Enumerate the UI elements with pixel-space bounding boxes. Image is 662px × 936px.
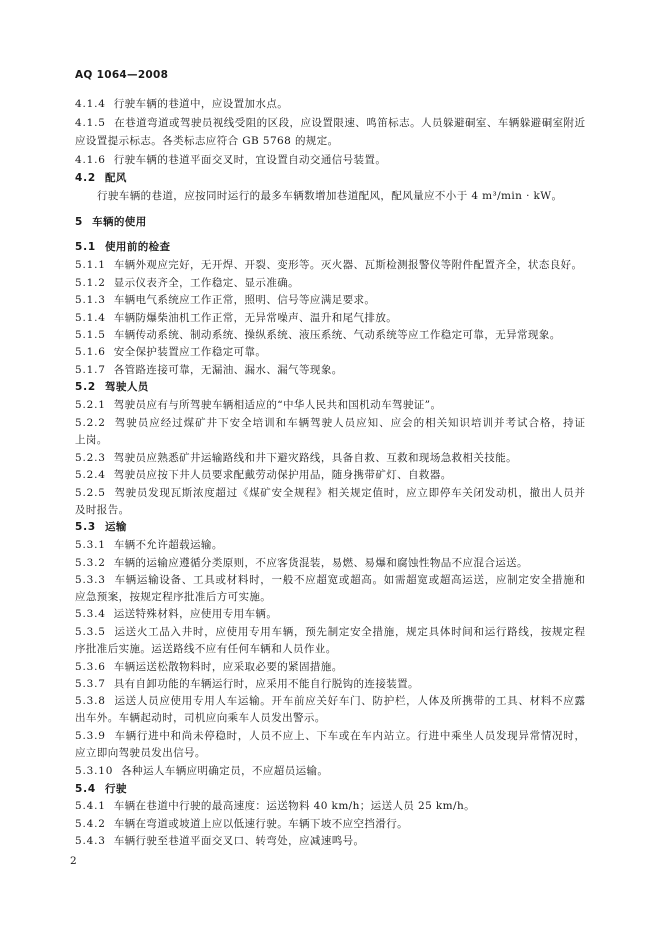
clause-5-1-4 — [75, 310, 585, 326]
clause-text: 车辆行驶至巷道平面交叉口、转弯处，应减速鸣号。 — [113, 835, 365, 847]
section-title: 驾驶人员 — [105, 381, 149, 393]
chapter-number: 5 — [75, 216, 84, 228]
section-title: 使用前的检查 — [105, 241, 171, 253]
clause-text: 运送人员应使用专用人车运输。开车前应关好车门、防护栏，人体及所携带的工具、材料不应露 — [113, 695, 585, 707]
clause-number: 5.3.3 — [75, 574, 106, 586]
clause-number: 5.4.1 — [75, 800, 106, 812]
clause-number: 5.3.4 — [75, 608, 106, 620]
clause-number: 5.3.5 — [75, 626, 106, 638]
section-number: 4.2 — [75, 172, 97, 184]
clause-5-3-9 — [75, 728, 585, 744]
section-title: 配风 — [105, 172, 127, 184]
page-number: 2 — [70, 855, 77, 867]
clause-text: 出车外。车辆起动时，司机应向乘车人员发出警示。 — [75, 712, 326, 724]
clause-5-1-7 — [75, 362, 585, 378]
clause-text: 车辆电气系统应工作正常，照明、信号等应满足要求。 — [113, 294, 376, 306]
clause-5-1-6 — [75, 344, 585, 360]
clause-4-1-5 — [75, 115, 585, 131]
clause-5-4-1 — [75, 798, 585, 814]
clause-text: 安全保护装置应工作稳定可靠。 — [113, 346, 267, 358]
clause-number: 4.1.6 — [75, 154, 106, 166]
clause-5-3-5-continuation — [75, 641, 585, 657]
clause-text: 在巷道弯道或驾驶员视线受阻的区段，应设置限速、鸣笛标志。人员躲避硐室、车辆躲避硐室附近 — [113, 117, 585, 129]
section-heading-5-3 — [75, 519, 585, 535]
clause-text: 具有自卸功能的车辆运行时，应采用不能自行脱钩的连接装置。 — [113, 678, 419, 690]
clause-5-3-6 — [75, 659, 585, 675]
clause-text: 车辆不允许超载运输。 — [113, 539, 223, 551]
clause-5-4-2 — [75, 816, 585, 832]
clause-number: 5.3.10 — [75, 765, 114, 777]
clause-text: 车辆在弯道或坡道上应以低速行驶。车辆下坡不应空挡滑行。 — [113, 818, 409, 830]
clause-text: 应急预案，按规定程序批准后方可实施。 — [75, 591, 272, 603]
clause-text: 车辆外观应完好，无开焊、开裂、变形等。灭火器、瓦斯检测报警仪等附件配置齐全，状态良好。 — [113, 259, 583, 271]
clause-5-3-10 — [75, 763, 585, 779]
clause-text: 驾驶员应有与所驾驶车辆相适应的“中华人民共和国机动车驾驶证”。 — [113, 399, 442, 411]
clause-text: 应立即向驾驶员发出信号。 — [75, 747, 206, 759]
clause-5-2-2-continuation — [75, 432, 585, 448]
clause-number: 5.1.1 — [75, 259, 106, 271]
clause-5-2-3 — [75, 450, 585, 466]
clause-text: 车辆运输设备、工具或材料时，一般不应超宽或超高。如需超宽或超高运送，应制定安全措施和 — [113, 574, 585, 586]
clause-text: 车辆防爆柴油机工作正常，无异常噪声、温升和尾气排放。 — [113, 312, 398, 324]
clause-4-1-6 — [75, 152, 585, 168]
clause-5-3-9-continuation — [75, 745, 585, 761]
clause-5-3-3-continuation — [75, 589, 585, 605]
clause-5-1-1 — [75, 257, 585, 273]
clause-number: 5.2.5 — [75, 487, 106, 499]
clause-text: 驾驶员发现瓦斯浓度超过《煤矿安全规程》相关规定值时，应立即停车关闭发动机，撤出人员并 — [113, 487, 585, 499]
clause-5-3-4 — [75, 606, 585, 622]
clause-number: 5.1.7 — [75, 364, 106, 376]
clause-text: 序批准后实施。运送路线不应有任何车辆和人员作业。 — [75, 643, 337, 655]
clause-text: 驾驶员应经过煤矿井下安全培训和车辆驾驶人员应知、应会的相关知识培训并考试合格，持证 — [113, 417, 585, 429]
clause-text: 车辆传动系统、制动系统、操纵系统、液压系统、气动系统等应工作稳定可靠，无异常现象。 — [113, 329, 561, 341]
clause-text: 车辆的运输应遵循分类原则，不应客货混装，易燃、易爆和腐蚀性物品不应混合运送。 — [113, 557, 528, 569]
section-title: 运输 — [105, 521, 127, 533]
section-heading-5-1 — [75, 239, 585, 255]
chapter-title: 车辆的使用 — [92, 216, 147, 228]
clause-5-1-5 — [75, 327, 585, 343]
clause-5-3-5 — [75, 624, 585, 640]
clause-number: 5.3.1 — [75, 539, 106, 551]
clause-text: 运送火工品入井时，应使用专用车辆，预先制定安全措施，规定具体时间和运行路线，按规定程 — [113, 626, 585, 638]
clause-4-1-5-continuation — [75, 133, 585, 149]
clause-5-1-3 — [75, 292, 585, 308]
clause-number: 5.2.4 — [75, 469, 106, 481]
clause-5-2-4 — [75, 467, 585, 483]
clause-number: 4.1.5 — [75, 117, 106, 129]
clause-4-1-4 — [75, 96, 585, 112]
clause-number: 5.1.6 — [75, 346, 106, 358]
paragraph-text: 行驶车辆的巷道，应按同时运行的最多车辆数增加巷道配风，配风量应不小于 4 m³/min · kW。 — [97, 190, 563, 202]
section-number: 5.3 — [75, 521, 97, 533]
clause-number: 5.1.4 — [75, 312, 106, 324]
clause-text: 车辆运送松散物料时，应采取必要的紧固措施。 — [113, 661, 343, 673]
clause-5-1-2 — [75, 275, 585, 291]
clause-number: 5.3.6 — [75, 661, 106, 673]
clause-number: 5.3.9 — [75, 730, 106, 742]
clause-5-3-2 — [75, 555, 585, 571]
clause-number: 5.2.1 — [75, 399, 106, 411]
clause-text: 上岗。 — [75, 434, 108, 446]
clause-number: 5.3.8 — [75, 695, 106, 707]
paragraph-4-2 — [97, 188, 585, 204]
section-heading-5-2 — [75, 379, 585, 395]
clause-number: 5.3.7 — [75, 678, 106, 690]
clause-number: 5.1.3 — [75, 294, 106, 306]
clause-text: 各种运人车辆应明确定员，不应超员运输。 — [121, 765, 329, 777]
clause-number: 5.1.5 — [75, 329, 106, 341]
clause-5-3-1 — [75, 537, 585, 553]
section-number: 5.2 — [75, 381, 97, 393]
clause-number: 5.2.3 — [75, 452, 106, 464]
clause-number: 5.4.2 — [75, 818, 106, 830]
clause-5-2-5-continuation — [75, 502, 585, 518]
clause-5-2-1 — [75, 397, 585, 413]
clause-5-4-3 — [75, 833, 585, 849]
section-heading-4-2 — [75, 170, 585, 186]
chapter-heading-5 — [75, 214, 585, 230]
clause-text: 驾驶员应按下井人员要求配戴劳动保护用品，随身携带矿灯、自救器。 — [113, 469, 452, 481]
clause-text: 应设置提示标志。各类标志应符合 GB 5768 的规定。 — [75, 135, 339, 147]
clause-number: 5.1.2 — [75, 277, 106, 289]
section-heading-5-4 — [75, 781, 585, 797]
standard-code-header: AQ 1064—2008 — [75, 69, 169, 81]
clause-5-3-7 — [75, 676, 585, 692]
clause-5-2-5 — [75, 485, 585, 501]
clause-text: 行驶车辆的巷道中，应设置加水点。 — [113, 98, 289, 110]
clause-text: 运送特殊材料，应使用专用车辆。 — [113, 608, 278, 620]
clause-number: 4.1.4 — [75, 98, 106, 110]
clause-text: 驾驶员应熟悉矿井运输路线和井下避灾路线，具备自救、互救和现场急救相关技能。 — [113, 452, 518, 464]
section-title: 行驶 — [105, 783, 127, 795]
clause-number: 5.4.3 — [75, 835, 106, 847]
clause-text: 行驶车辆的巷道平面交叉时，宜设置自动交通信号装置。 — [113, 154, 387, 166]
section-number: 5.1 — [75, 241, 97, 253]
clause-5-3-8 — [75, 693, 585, 709]
clause-5-2-2 — [75, 415, 585, 431]
clause-number: 5.2.2 — [75, 417, 106, 429]
section-number: 5.4 — [75, 783, 97, 795]
clause-text: 车辆行进中和尚未停稳时，人员不应上、下车或在车内站立。行进中乘坐人员发现异常情况时， — [113, 730, 585, 742]
clause-text: 显示仪表齐全，工作稳定、显示准确。 — [113, 277, 300, 289]
clause-text: 各管路连接可靠，无漏油、漏水、漏气等现象。 — [113, 364, 343, 376]
clause-text: 及时报告。 — [75, 504, 130, 516]
clause-5-3-3 — [75, 572, 585, 588]
clause-5-3-8-continuation — [75, 710, 585, 726]
clause-text: 车辆在巷道中行驶的最高速度：运送物料 40 km/h；运送人员 25 km/h。 — [113, 800, 476, 812]
clause-number: 5.3.2 — [75, 557, 106, 569]
